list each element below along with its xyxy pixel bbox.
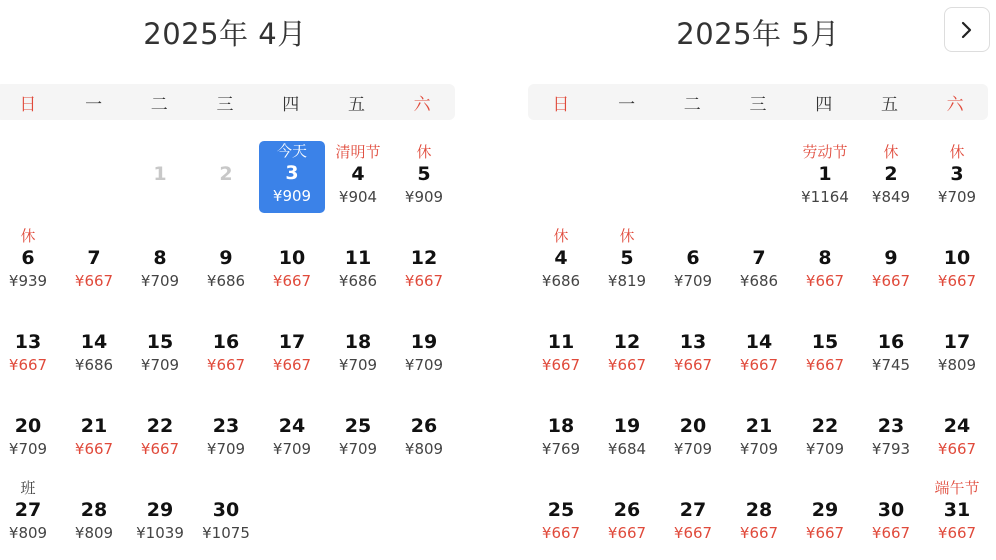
day-price: ¥809	[937, 356, 977, 374]
day-cell[interactable]	[0, 226, 61, 298]
day-price: ¥1039	[136, 524, 184, 542]
day-number: 14	[745, 331, 773, 353]
day-number: 13	[679, 331, 707, 353]
day-cell[interactable]	[792, 142, 858, 214]
day-cell[interactable]	[61, 310, 127, 382]
day-price: ¥819	[607, 272, 647, 290]
day-tag	[259, 394, 325, 414]
day-price: ¥667	[805, 524, 845, 542]
day-number: 7	[752, 247, 766, 269]
weekday-wed: 三	[749, 94, 767, 115]
day-cell[interactable]	[858, 142, 924, 214]
day-tag	[61, 394, 127, 414]
day-price: ¥709	[805, 440, 845, 458]
day-number: 30	[212, 499, 240, 521]
day-cell-today[interactable]	[259, 141, 325, 213]
day-cell[interactable]	[391, 310, 457, 382]
day-cell[interactable]	[61, 394, 127, 466]
day-cell[interactable]	[259, 226, 325, 298]
day-price: ¥667	[937, 524, 977, 542]
day-number: 27	[14, 499, 42, 521]
day-tag	[660, 478, 726, 498]
day-tag	[127, 394, 193, 414]
day-tag: 清明节	[335, 143, 381, 161]
day-number: 24	[943, 415, 971, 437]
calendar-month-may	[528, 0, 988, 560]
day-price: ¥667	[937, 440, 977, 458]
day-number: 13	[14, 331, 42, 353]
day-tag	[594, 310, 660, 330]
day-price: ¥909	[404, 188, 444, 206]
day-price: ¥667	[74, 440, 114, 458]
day-tag	[259, 310, 325, 330]
day-price: ¥709	[206, 440, 246, 458]
day-cell[interactable]	[528, 478, 594, 550]
day-number: 15	[811, 331, 839, 353]
day-number: 3	[285, 162, 299, 184]
day-cell[interactable]	[660, 226, 726, 298]
day-number: 2	[219, 163, 233, 185]
day-cell[interactable]	[193, 478, 259, 550]
day-price: ¥667	[805, 272, 845, 290]
day-tag: 今天	[276, 142, 307, 160]
day-number: 24	[278, 415, 306, 437]
day-tag	[660, 226, 726, 246]
day-cell[interactable]	[924, 142, 990, 214]
day-number: 3	[950, 163, 964, 185]
day-price: ¥709	[8, 440, 48, 458]
day-price: ¥686	[206, 272, 246, 290]
day-tag	[325, 226, 391, 246]
day-cell[interactable]	[193, 394, 259, 466]
day-cell	[193, 142, 259, 214]
day-number: 23	[212, 415, 240, 437]
day-tag	[660, 394, 726, 414]
weekday-mon: 一	[85, 94, 103, 115]
day-tag	[924, 394, 990, 414]
day-price: ¥709	[673, 272, 713, 290]
day-cell[interactable]	[0, 394, 61, 466]
day-cell[interactable]	[660, 478, 726, 550]
day-tag	[127, 142, 193, 162]
day-tag	[193, 142, 259, 162]
day-number: 29	[146, 499, 174, 521]
day-price: ¥667	[541, 524, 581, 542]
day-number: 22	[811, 415, 839, 437]
day-tag	[726, 394, 792, 414]
day-cell[interactable]	[594, 310, 660, 382]
day-price: ¥667	[206, 356, 246, 374]
day-number: 4	[554, 247, 568, 269]
day-number: 7	[87, 247, 101, 269]
chevron-right-icon	[959, 20, 975, 40]
day-price: ¥709	[937, 188, 977, 206]
day-tag	[858, 394, 924, 414]
day-number: 22	[146, 415, 174, 437]
day-cell[interactable]	[726, 478, 792, 550]
day-price: ¥667	[140, 440, 180, 458]
day-cell[interactable]	[594, 226, 660, 298]
day-tag	[660, 310, 726, 330]
day-number: 5	[417, 163, 431, 185]
day-number: 10	[278, 247, 306, 269]
day-number: 20	[14, 415, 42, 437]
day-cell[interactable]	[528, 310, 594, 382]
day-number: 14	[80, 331, 108, 353]
day-price: ¥709	[140, 356, 180, 374]
day-price: ¥667	[607, 524, 647, 542]
day-number: 5	[620, 247, 634, 269]
day-tag	[792, 394, 858, 414]
day-price: ¥849	[871, 188, 911, 206]
day-cell[interactable]	[127, 226, 193, 298]
day-cell[interactable]	[325, 394, 391, 466]
day-number: 1	[818, 163, 832, 185]
day-tag	[61, 478, 127, 498]
day-number: 17	[943, 331, 971, 353]
weekday-fri: 五	[880, 94, 898, 115]
day-price: ¥709	[404, 356, 444, 374]
day-tag	[528, 394, 594, 414]
weekday-thu: 四	[282, 94, 300, 115]
weekday-sat: 六	[946, 94, 964, 115]
day-number: 26	[613, 499, 641, 521]
day-number: 29	[811, 499, 839, 521]
day-price: ¥909	[272, 187, 312, 205]
day-tag	[726, 226, 792, 246]
calendar-month-april	[0, 0, 455, 560]
day-price: ¥667	[871, 524, 911, 542]
day-number: 31	[943, 499, 971, 521]
day-number: 21	[80, 415, 108, 437]
day-number: 28	[745, 499, 773, 521]
day-price: ¥667	[739, 524, 779, 542]
day-cell[interactable]	[594, 394, 660, 466]
day-cell[interactable]	[0, 310, 61, 382]
day-cell[interactable]	[0, 478, 61, 550]
day-cell[interactable]	[528, 226, 594, 298]
day-tag: 劳动节	[802, 143, 848, 161]
day-number: 10	[943, 247, 971, 269]
day-price: ¥769	[541, 440, 581, 458]
day-number: 11	[547, 331, 575, 353]
day-price: ¥709	[673, 440, 713, 458]
day-number: 2	[884, 163, 898, 185]
day-tag	[325, 310, 391, 330]
day-price: ¥684	[607, 440, 647, 458]
day-cell[interactable]	[61, 226, 127, 298]
day-number: 15	[146, 331, 174, 353]
day-price: ¥667	[404, 272, 444, 290]
day-cell[interactable]	[259, 394, 325, 466]
day-number: 19	[410, 331, 438, 353]
day-cell[interactable]	[792, 310, 858, 382]
day-tag: 休	[20, 227, 36, 245]
day-number: 9	[884, 247, 898, 269]
day-tag	[61, 226, 127, 246]
day-tag	[528, 478, 594, 498]
day-tag	[193, 226, 259, 246]
day-cell[interactable]	[924, 226, 990, 298]
day-cell[interactable]	[325, 226, 391, 298]
day-cell[interactable]	[325, 142, 391, 214]
day-number: 19	[613, 415, 641, 437]
day-cell[interactable]	[594, 478, 660, 550]
day-number: 6	[686, 247, 700, 269]
day-cell[interactable]	[858, 478, 924, 550]
day-price: ¥686	[541, 272, 581, 290]
weekday-thu: 四	[815, 94, 833, 115]
day-number: 20	[679, 415, 707, 437]
day-number: 1	[153, 163, 167, 185]
day-cell[interactable]	[325, 310, 391, 382]
day-tag: 休	[619, 227, 635, 245]
weekday-header	[0, 84, 455, 120]
day-cell[interactable]	[391, 226, 457, 298]
day-number: 16	[212, 331, 240, 353]
day-price: ¥667	[739, 356, 779, 374]
day-tag	[259, 226, 325, 246]
next-month-button[interactable]	[944, 7, 990, 52]
day-price: ¥709	[140, 272, 180, 290]
day-tag	[127, 310, 193, 330]
day-number: 18	[547, 415, 575, 437]
day-number: 8	[818, 247, 832, 269]
day-cell[interactable]	[924, 310, 990, 382]
day-price: ¥667	[871, 272, 911, 290]
day-price: ¥667	[541, 356, 581, 374]
weekday-sat: 六	[413, 94, 431, 115]
day-number: 18	[344, 331, 372, 353]
day-price: ¥667	[673, 356, 713, 374]
weekday-tue: 二	[683, 94, 701, 115]
day-number: 11	[344, 247, 372, 269]
day-cell[interactable]	[726, 226, 792, 298]
day-price: ¥686	[74, 356, 114, 374]
day-cell	[127, 142, 193, 214]
day-cell[interactable]	[924, 394, 990, 466]
day-price: ¥667	[607, 356, 647, 374]
day-tag: 休	[553, 227, 569, 245]
day-cell[interactable]	[259, 310, 325, 382]
weekday-mon: 一	[618, 94, 636, 115]
day-tag	[924, 226, 990, 246]
day-tag	[0, 310, 61, 330]
day-number: 4	[351, 163, 365, 185]
day-tag	[193, 310, 259, 330]
day-price: ¥809	[404, 440, 444, 458]
day-number: 12	[613, 331, 641, 353]
day-price: ¥709	[338, 440, 378, 458]
day-tag	[792, 478, 858, 498]
day-tag	[528, 310, 594, 330]
day-tag: 端午节	[934, 479, 980, 497]
month-title: 2025年 4月	[143, 17, 307, 51]
day-tag	[858, 478, 924, 498]
day-price	[127, 186, 193, 208]
day-cell[interactable]	[660, 394, 726, 466]
day-price: ¥667	[74, 272, 114, 290]
day-cell[interactable]	[858, 394, 924, 466]
day-price: ¥686	[739, 272, 779, 290]
day-price: ¥709	[338, 356, 378, 374]
day-tag	[924, 310, 990, 330]
day-price: ¥667	[673, 524, 713, 542]
weekday-fri: 五	[347, 94, 365, 115]
day-number: 30	[877, 499, 905, 521]
day-cell[interactable]	[193, 226, 259, 298]
day-number: 17	[278, 331, 306, 353]
day-number: 26	[410, 415, 438, 437]
day-number: 21	[745, 415, 773, 437]
day-price: ¥1164	[801, 188, 849, 206]
day-cell[interactable]	[726, 394, 792, 466]
day-price: ¥709	[739, 440, 779, 458]
day-cell[interactable]	[726, 310, 792, 382]
day-tag	[391, 394, 457, 414]
day-price: ¥745	[871, 356, 911, 374]
month-title: 2025年 5月	[676, 17, 840, 51]
day-tag: 休	[949, 143, 965, 161]
weekday-tue: 二	[150, 94, 168, 115]
day-tag	[594, 394, 660, 414]
day-price: ¥809	[74, 524, 114, 542]
day-tag	[391, 310, 457, 330]
day-tag	[858, 226, 924, 246]
day-price	[193, 186, 259, 208]
day-number: 12	[410, 247, 438, 269]
day-price: ¥1075	[202, 524, 250, 542]
day-tag	[0, 394, 61, 414]
day-cell[interactable]	[858, 226, 924, 298]
day-price: ¥667	[8, 356, 48, 374]
day-price: ¥667	[937, 272, 977, 290]
day-tag: 休	[883, 143, 899, 161]
weekday-header	[528, 84, 988, 120]
weekday-sun: 日	[552, 94, 570, 115]
day-tag: 休	[416, 143, 432, 161]
day-price: ¥793	[871, 440, 911, 458]
day-number: 9	[219, 247, 233, 269]
day-price: ¥667	[272, 356, 312, 374]
day-cell[interactable]	[127, 394, 193, 466]
day-cell[interactable]	[193, 310, 259, 382]
day-cell[interactable]	[924, 478, 990, 550]
day-cell[interactable]	[792, 394, 858, 466]
day-cell[interactable]	[528, 394, 594, 466]
day-number: 25	[547, 499, 575, 521]
day-number: 27	[679, 499, 707, 521]
day-price: ¥809	[8, 524, 48, 542]
day-tag: 班	[20, 479, 36, 497]
day-cell[interactable]	[391, 142, 457, 214]
day-number: 28	[80, 499, 108, 521]
day-cell[interactable]	[127, 310, 193, 382]
day-price: ¥686	[338, 272, 378, 290]
day-tag	[858, 310, 924, 330]
day-cell[interactable]	[660, 310, 726, 382]
weekday-sun: 日	[19, 94, 37, 115]
day-cell[interactable]	[858, 310, 924, 382]
day-cell[interactable]	[391, 394, 457, 466]
day-price: ¥667	[272, 272, 312, 290]
day-cell[interactable]	[792, 226, 858, 298]
day-tag	[792, 310, 858, 330]
day-tag	[391, 226, 457, 246]
day-price: ¥667	[805, 356, 845, 374]
weekday-wed: 三	[216, 94, 234, 115]
day-price: ¥904	[338, 188, 378, 206]
day-number: 6	[21, 247, 35, 269]
day-number: 16	[877, 331, 905, 353]
day-tag	[61, 310, 127, 330]
day-tag	[127, 226, 193, 246]
day-number: 8	[153, 247, 167, 269]
day-tag	[325, 394, 391, 414]
day-cell[interactable]	[792, 478, 858, 550]
day-number: 25	[344, 415, 372, 437]
day-tag	[792, 226, 858, 246]
day-tag	[726, 310, 792, 330]
day-number: 23	[877, 415, 905, 437]
day-tag	[127, 478, 193, 498]
day-price: ¥939	[8, 272, 48, 290]
day-cell[interactable]	[127, 478, 193, 550]
day-tag	[193, 394, 259, 414]
day-tag	[594, 478, 660, 498]
day-cell[interactable]	[61, 478, 127, 550]
day-tag	[726, 478, 792, 498]
day-price: ¥709	[272, 440, 312, 458]
day-tag	[193, 478, 259, 498]
